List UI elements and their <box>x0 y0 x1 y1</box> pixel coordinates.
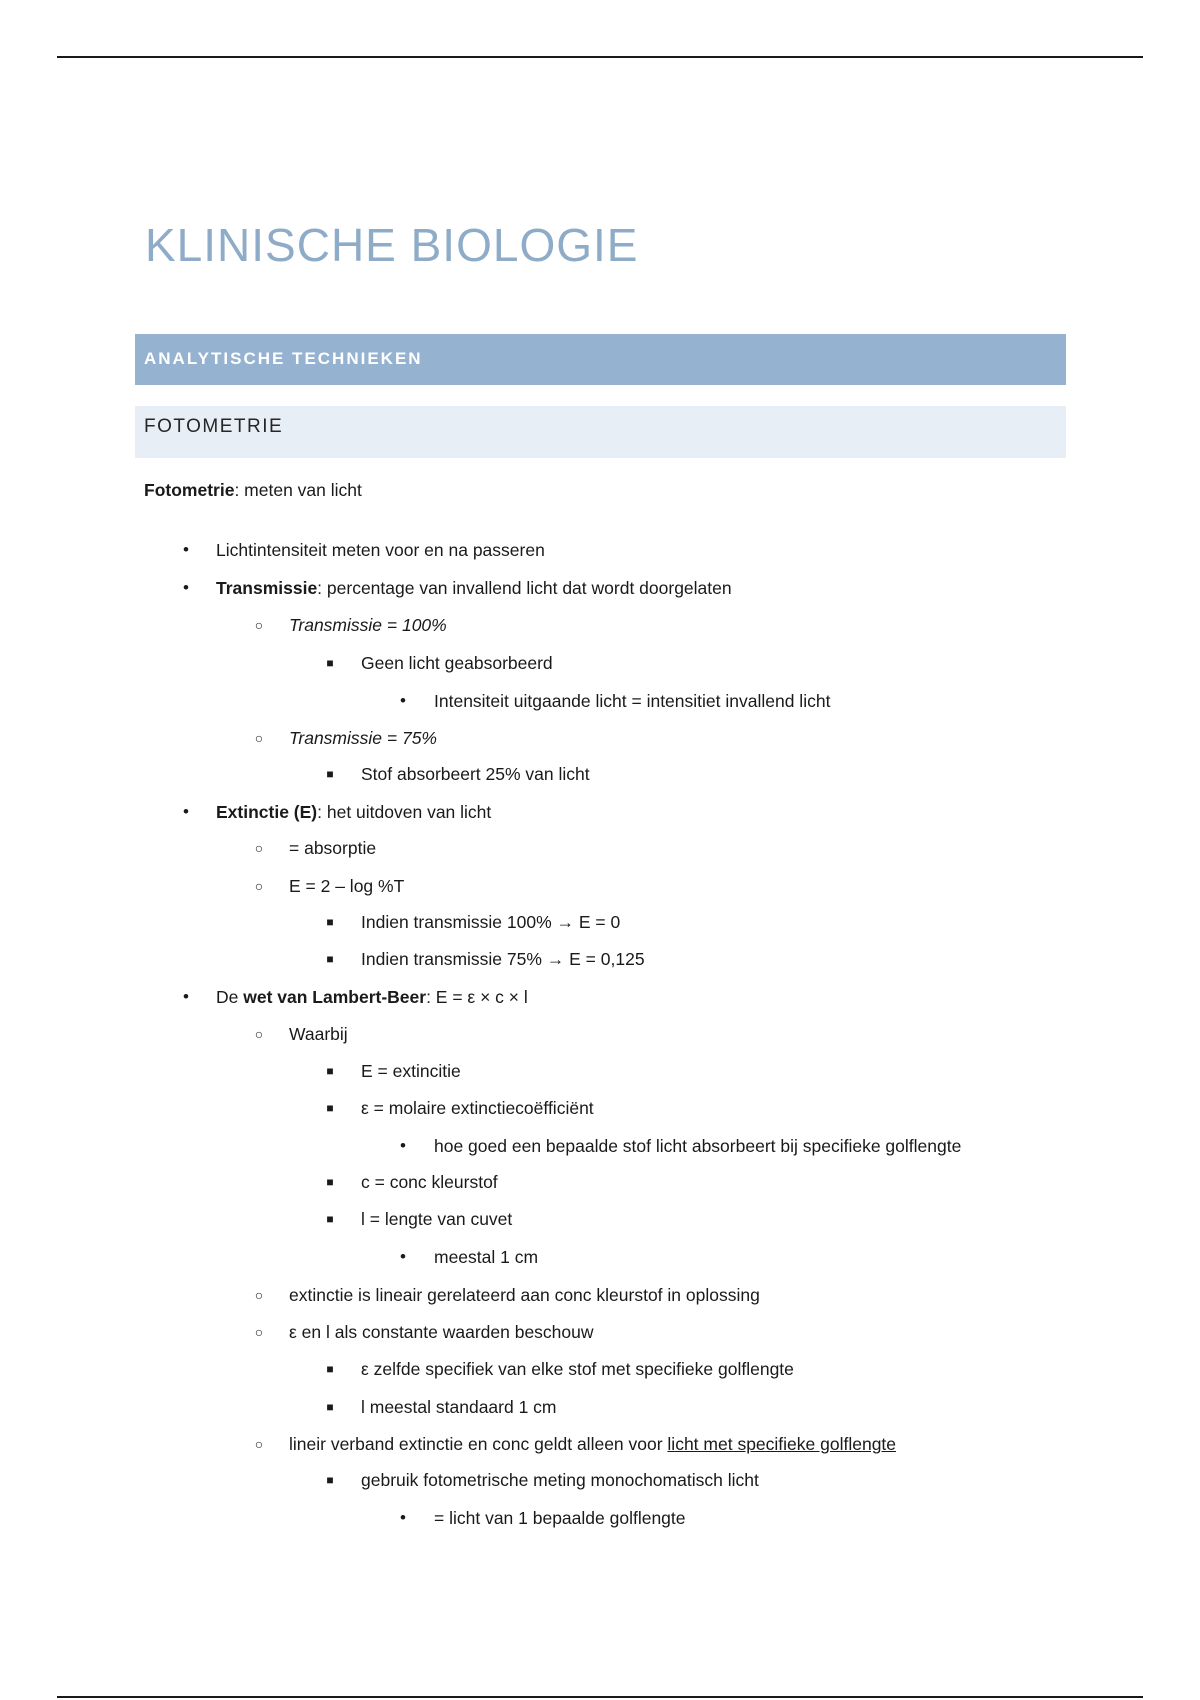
list-item: gebruik fotometrische meting monochomatisch licht <box>361 1470 759 1490</box>
square-bullet-marker: ■ <box>326 1473 334 1487</box>
sub-bullet-marker: ○ <box>254 730 264 746</box>
list-item <box>216 801 491 823</box>
list-item <box>216 986 528 1008</box>
list-item: Indien transmissie 100% → E = 0 <box>361 912 621 932</box>
formula: : E = ε × c × l <box>426 987 528 1007</box>
list-item <box>289 727 437 749</box>
list-item: Stof absorbeert 25% van licht <box>361 764 590 784</box>
heading-2-text: FOTOMETRIE <box>144 416 284 437</box>
bullet-marker: • <box>183 578 189 597</box>
footer-rule <box>57 1696 1143 1698</box>
italic-text: Transmissie = 100% <box>289 615 447 635</box>
list-item: = licht van 1 bepaalde golflengte <box>434 1508 686 1528</box>
list-item: Geen licht geabsorbeerd <box>361 653 553 673</box>
square-bullet-marker: ■ <box>326 1175 334 1189</box>
square-bullet-marker: ■ <box>326 656 334 670</box>
bullet-marker: • <box>400 1136 406 1155</box>
intro-term: Fotometrie <box>144 480 235 500</box>
sub-bullet-marker: ○ <box>254 617 264 633</box>
list-item: Waarbij <box>289 1024 348 1044</box>
bullet-marker: • <box>400 1247 406 1266</box>
sub-bullet-marker: ○ <box>254 878 264 894</box>
list-item: extinctie is lineair gerelateerd aan conc kleurstof in oplossing <box>289 1285 760 1305</box>
term: Extinctie (E) <box>216 802 318 822</box>
bullet-marker: • <box>183 540 189 559</box>
square-bullet-marker: ■ <box>326 1212 334 1226</box>
list-item: l meestal standaard 1 cm <box>361 1397 557 1417</box>
definition: : percentage van invallend licht dat wordt doorgelaten <box>317 578 732 598</box>
sub-bullet-marker: ○ <box>254 840 264 856</box>
intro-paragraph <box>144 479 362 501</box>
sub-bullet-marker: ○ <box>254 1436 264 1452</box>
intro-definition: : meten van licht <box>234 480 362 500</box>
square-bullet-marker: ■ <box>326 1362 334 1376</box>
heading-1-text: ANALYTISCHE TECHNIEKEN <box>144 349 423 368</box>
list-item: meestal 1 cm <box>434 1247 539 1267</box>
square-bullet-marker: ■ <box>326 767 334 781</box>
list-item: = absorptie <box>289 838 377 858</box>
sub-bullet-marker: ○ <box>254 1324 264 1340</box>
list-item: Indien transmissie 75% → E = 0,125 <box>361 949 645 969</box>
square-bullet-marker: ■ <box>326 1101 334 1115</box>
definition: : het uitdoven van licht <box>317 802 492 822</box>
list-item <box>216 577 732 599</box>
heading-1-bar <box>135 334 1066 385</box>
heading-2-bar <box>135 406 1066 458</box>
bullet-marker: • <box>183 802 189 821</box>
prefix: De <box>216 987 244 1007</box>
list-item: E = extincitie <box>361 1061 461 1081</box>
term: wet van Lambert-Beer <box>243 987 427 1007</box>
list-item: c = conc kleurstof <box>361 1172 498 1192</box>
list-item: l = lengte van cuvet <box>361 1209 513 1229</box>
text: lineir verband extinctie en conc geldt alleen voor <box>289 1434 668 1454</box>
italic-text: Transmissie = 75% <box>289 728 437 748</box>
sub-bullet-marker: ○ <box>254 1287 264 1303</box>
list-item <box>289 1433 896 1455</box>
list-item: Intensiteit uitgaande licht = intensitiet invallend licht <box>434 691 831 711</box>
bullet-marker: • <box>400 1508 406 1527</box>
list-item: ε = molaire extinctiecoëfficiënt <box>361 1098 594 1118</box>
term: Transmissie <box>216 578 318 598</box>
list-item <box>289 614 447 636</box>
square-bullet-marker: ■ <box>326 915 334 929</box>
underlined-text: licht met specifieke golflengte <box>667 1434 897 1454</box>
list-item: ε en l als constante waarden beschouw <box>289 1322 594 1342</box>
bullet-marker: • <box>183 987 189 1006</box>
square-bullet-marker: ■ <box>326 952 334 966</box>
square-bullet-marker: ■ <box>326 1400 334 1414</box>
document-title: KLINISCHE BIOLOGIE <box>145 219 639 271</box>
sub-bullet-marker: ○ <box>254 1026 264 1042</box>
list-item: ε zelfde specifiek van elke stof met specifieke golflengte <box>361 1359 794 1379</box>
bullet-marker: • <box>400 691 406 710</box>
list-item: E = 2 – log %T <box>289 876 405 896</box>
square-bullet-marker: ■ <box>326 1064 334 1078</box>
list-item: hoe goed een bepaalde stof licht absorbeert bij specifieke golflengte <box>434 1136 962 1156</box>
list-item: Lichtintensiteit meten voor en na passeren <box>216 540 545 560</box>
header-rule <box>57 56 1143 58</box>
